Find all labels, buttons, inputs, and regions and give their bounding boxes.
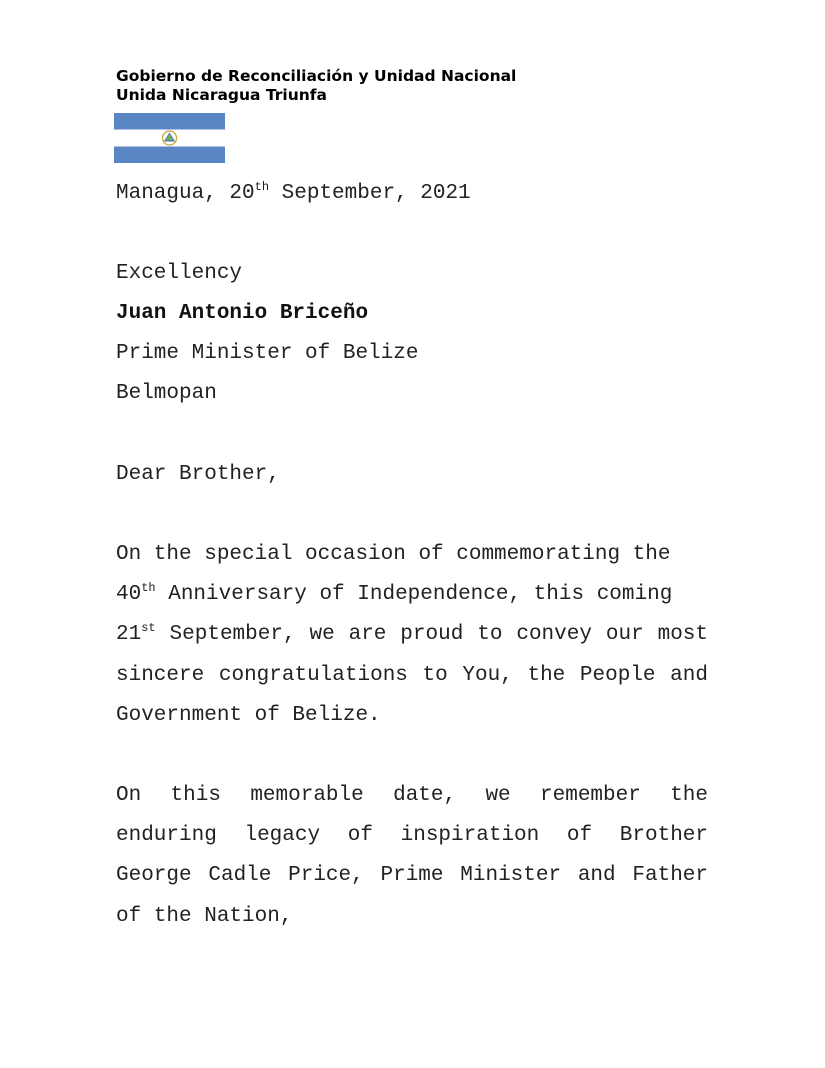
recipient-position: Prime Minister of Belize [116,342,419,365]
flag-stripe-top [114,113,225,130]
nicaragua-flag-icon [114,113,225,163]
flag-stripe-bottom [114,147,225,164]
letter-date: Managua, 20th September, 2021 [116,180,471,205]
paragraph-congratulations: On the special occasion of commemorating the 40th Anniversary of Independence, this coming 21st September, we are proud to convey our most sincere congratulations to You, the People and Government of Belize. [116,543,708,727]
greeting: Dear Brother, [116,463,280,486]
letterhead-government: Gobierno de Reconciliación y Unidad Nacional [116,67,517,85]
recipient-title: Excellency [116,262,243,285]
paragraph-legacy: On this memorable date, we remember the enduring legacy of inspiration of Brother George Cadle Price, Prime Minister and Father of the Nation, [116,784,708,928]
recipient-city: Belmopan [116,382,217,405]
recipient-name: Juan Antonio Briceño [116,302,369,325]
letterhead [116,67,516,105]
letterhead-slogan: Unida Nicaragua Triunfa [116,86,328,104]
